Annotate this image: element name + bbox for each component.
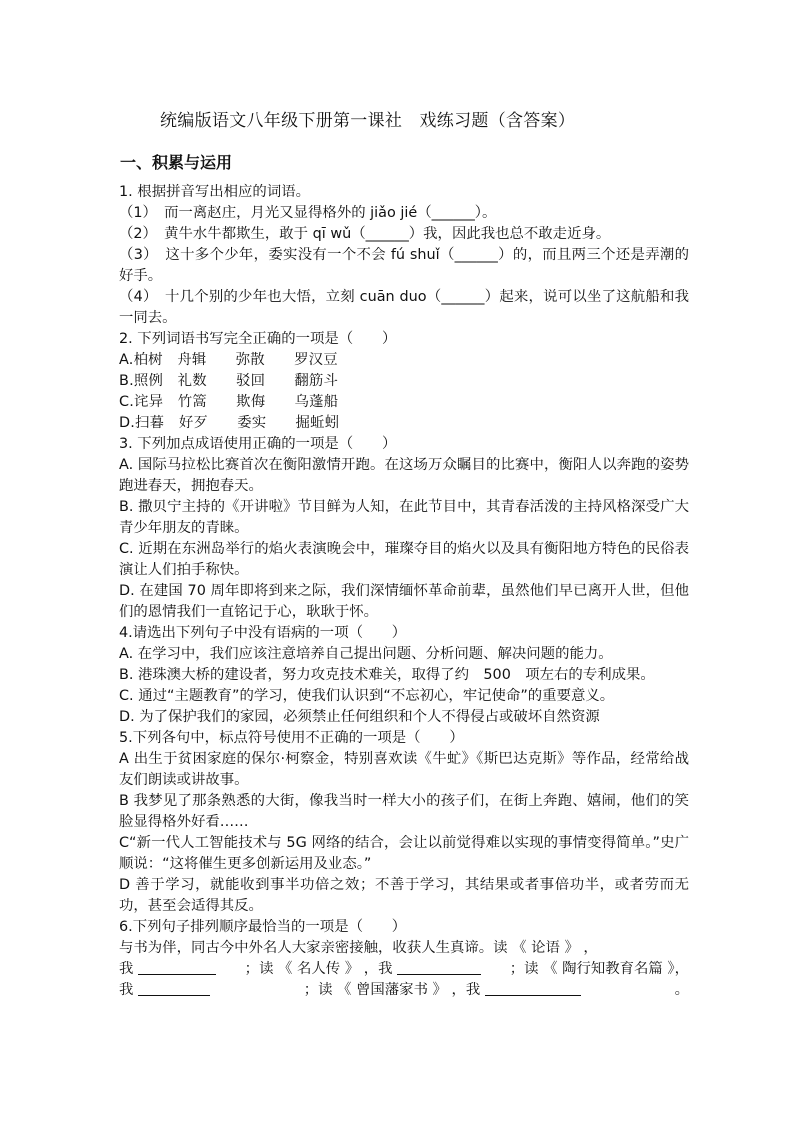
q6-row3-mid: ；读 《 曾国藩家书 》 ，我: [303, 982, 481, 998]
q3-option-c: C. 近期在东洲岛举行的焰火表演晚会中，璀璨夺目的焰火以及具有衡阳地方特色的民俗表演让人们拍手称快。: [119, 541, 689, 578]
doc-title: 统编版语文八年级下册第一课社 戏练习题（含答案）: [160, 111, 576, 131]
q6-intro: 与书为伴，同古今中外名人大家亲密接触，收获人生真谛。读 《 论语 》 ，: [119, 940, 598, 956]
q3-option-b: B. 撒贝宁主持的《开讲啦》节目鲜为人知，在此节目中，其青春活泼的主持风格深受广大青少年朋友的青睐。: [119, 499, 689, 536]
q5-option-a: A 出生于贫困家庭的保尔·柯察金，特别喜欢读《牛虻》《斯巴达克斯》等作品，经常给战友们朗读或讲故事。: [119, 751, 689, 788]
q5-option-c: C“新一代人工智能技术与 5G 网络的结合，会让以前觉得难以实现的事情变得简单。”史广顺说：“这将催生更多创新运用及业态。”: [119, 835, 689, 872]
q6-row3-tail: 。: [674, 982, 689, 998]
answer-blank[interactable]: [485, 981, 581, 996]
q4-option-c: C. 通过“主题教育”的学习，使我们认识到“不忘初心，牢记使命”的重要意义。: [119, 688, 615, 704]
q1-item-4: （4） 十几个别的少年也大悟，立刻 cuān duo（______）起来，说可以坐了这航船和我一同去。: [119, 289, 689, 326]
q2-option-c: C.诧异 竹篙 欺侮 乌蓬船: [119, 394, 339, 410]
answer-blank[interactable]: [397, 960, 481, 975]
q6-row2-tail: ；读 《 陶行知教育名篇 》，: [509, 961, 689, 977]
q2-option-d: D.扫暮 好歹 委实 掘蚯蚓: [119, 415, 340, 431]
q6-row2-lead: 我: [119, 961, 134, 977]
section-heading: 一、积累与运用: [120, 153, 233, 172]
q6-head: 6.下列句子排列顺序最恰当的一项是（ ）: [119, 919, 407, 935]
q3-head: 3. 下列加点成语使用正确的一项是（ ）: [119, 436, 397, 452]
q1-item-2: （2） 黄牛水牛都欺生，敢于 qī wǔ（______）我，因此我也总不敢走近身。: [119, 226, 611, 242]
question-list: [119, 182, 689, 1001]
q3-option-d: D. 在建国 70 周年即将到来之际，我们深情缅怀革命前辈，虽然他们早已离开人世，但他们的恩情我们一直铭记于心，耿耿于怀。: [119, 583, 689, 620]
q5-option-b: B 我梦见了那条熟悉的大街，像我当时一样大小的孩子们，在街上奔跑、嬉闹，他们的笑脸显得格外好看……: [119, 793, 689, 830]
q4-option-b: B. 港珠澳大桥的建设者，努力攻克技术难关，取得了约 500 项左右的专利成果。: [119, 667, 655, 683]
q1-item-1: （1） 而一离赵庄，月光又显得格外的 jiǎo jié（______）。: [119, 205, 497, 221]
q4-head: 4.请选出下列句子中没有语病的一项（ ）: [119, 625, 407, 641]
q2-option-b: B.照例 礼数 驳回 翻筋斗: [119, 373, 339, 389]
q4-option-a: A. 在学习中，我们应该注意培养自己提出问题、分析问题、解决问题的能力。: [119, 646, 613, 662]
q6-row-2: [119, 959, 689, 980]
answer-blank[interactable]: [138, 981, 210, 996]
q1-head: 1. 根据拼音写出相应的词语。: [119, 184, 310, 200]
answer-blank[interactable]: [138, 960, 216, 975]
q6-row2-mid: ；读 《 名人传 》 ，我: [244, 961, 393, 977]
q4-option-d: D. 为了保护我们的家园，必须禁止任何组织和个人不得侵占或破坏自然资源: [119, 709, 600, 725]
q2-option-a: A.柏树 舟辑 弥散 罗汉豆: [119, 352, 338, 368]
q1-item-3: （3） 这十多个少年，委实没有一个不会 fú shuǐ（______）的，而且两三个还是弄潮的好手。: [119, 247, 689, 284]
q5-option-d: D 善于学习，就能收到事半功倍之效；不善于学习，其结果或者事倍功半，或者劳而无功，甚至会适得其反。: [119, 877, 689, 914]
q6-row3-lead: 我: [119, 982, 134, 998]
q5-head: 5.下列各句中，标点符号使用不正确的一项是（ ）: [119, 730, 464, 746]
q2-head: 2. 下列词语书写完全正确的一项是（ ）: [119, 331, 397, 347]
q6-row-3: [119, 980, 689, 1001]
q3-option-a: A. 国际马拉松比赛首次在衡阳激情开跑。在这场万众瞩目的比赛中，衡阳人以奔跑的姿势跑进春天，拥抱春天。: [119, 457, 689, 494]
